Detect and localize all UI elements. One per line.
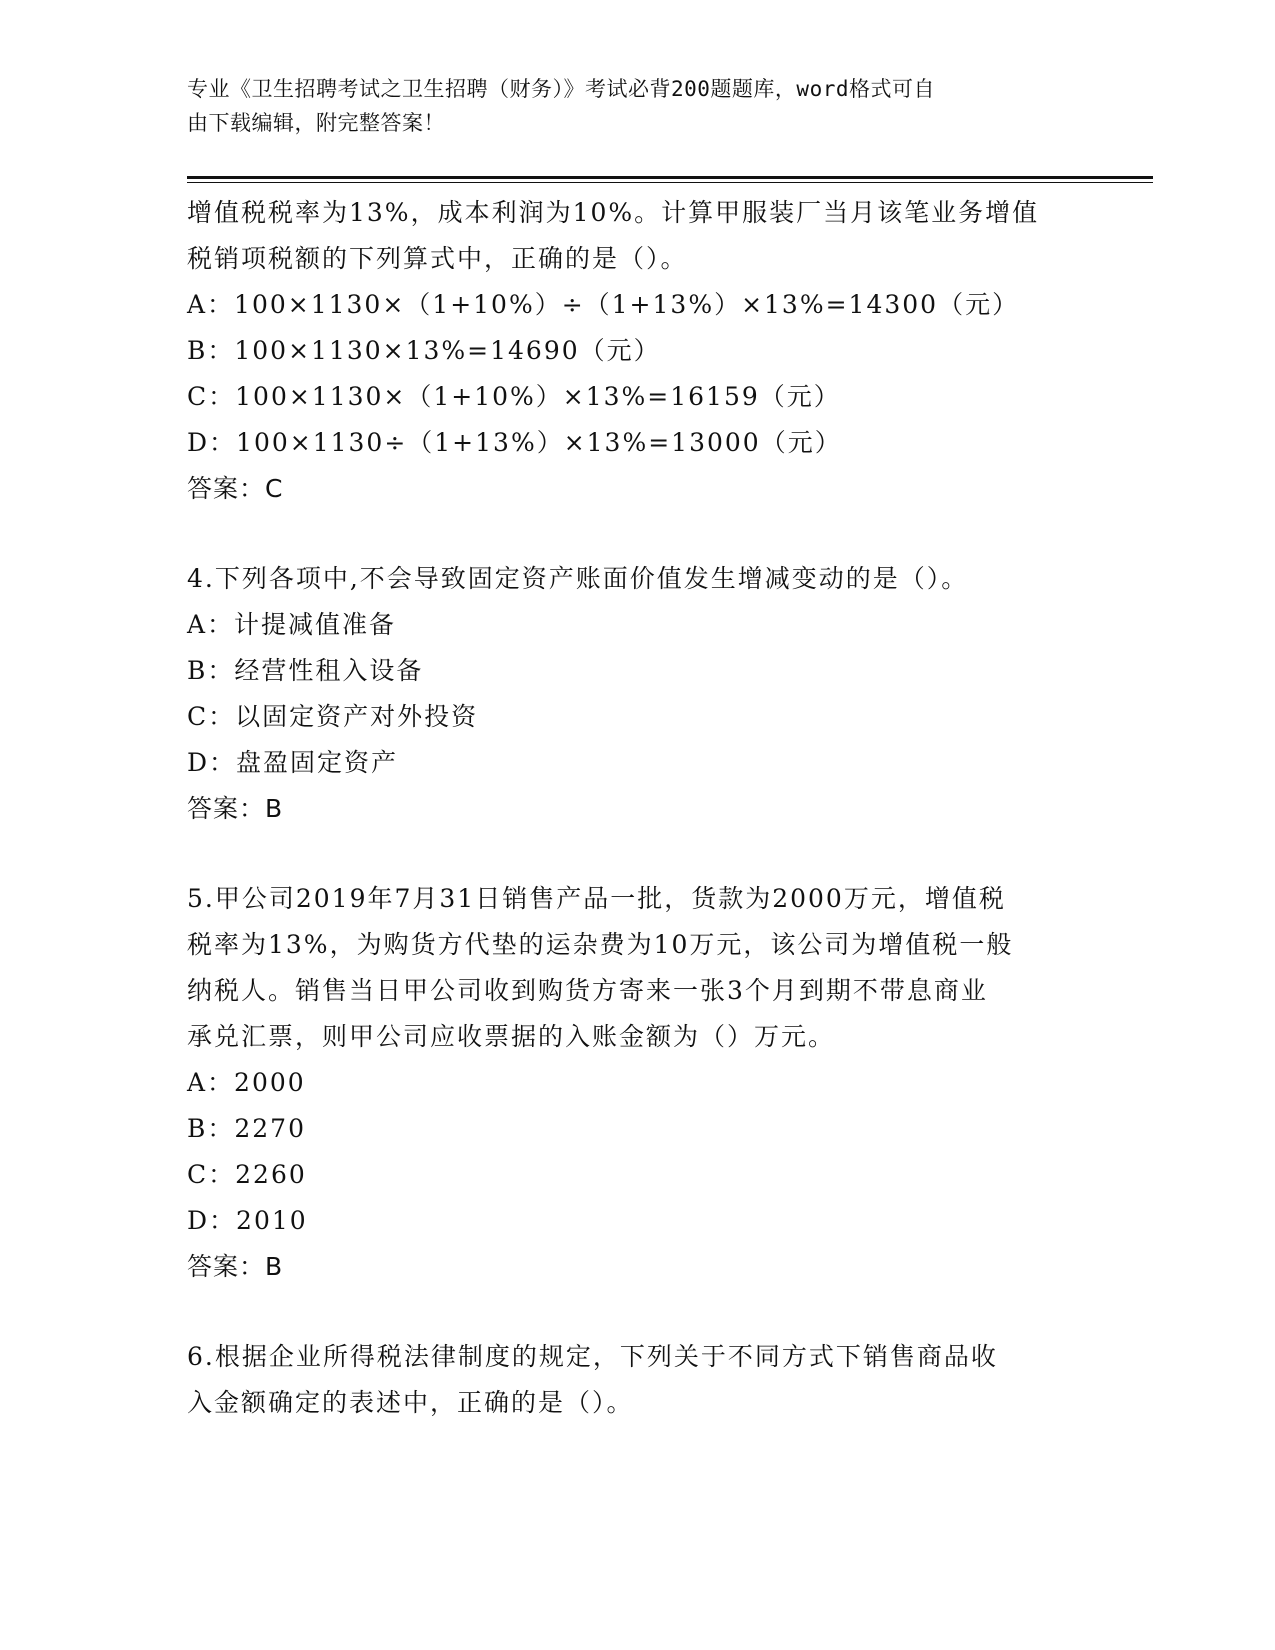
option-c: C：以固定资产对外投资 <box>187 702 479 731</box>
spacer <box>187 1290 1087 1334</box>
question-stem-line: 承兑汇票，则甲公司应收票据的入账金额为（）万元。 <box>187 1022 836 1051</box>
question-4 <box>187 556 1087 832</box>
option-d: D：2010 <box>187 1206 308 1235</box>
question-stem-line: 5.甲公司2019年7月31日销售产品一批，货款为2000万元，增值税 <box>187 884 1006 913</box>
option-d: D：盘盈固定资产 <box>187 748 399 777</box>
question-stem-line: 6.根据企业所得税法律制度的规定，下列关于不同方式下销售商品收 <box>187 1342 998 1371</box>
question-6 <box>187 1334 1087 1426</box>
spacer <box>187 512 1087 556</box>
answer-line: 答案：B <box>187 1252 284 1281</box>
question-stem-line: 税率为13%，为购货方代垫的运杂费为10万元，该公司为增值税一般 <box>187 930 1014 959</box>
question-stem-line: 税销项税额的下列算式中，正确的是（）。 <box>187 244 688 273</box>
option-a: A：2000 <box>187 1068 306 1097</box>
header-divider-thick <box>187 176 1153 179</box>
header-divider-thin <box>187 182 1153 183</box>
question-3-continued <box>187 190 1087 512</box>
option-b: B：经营性租入设备 <box>187 656 424 685</box>
question-stem-line: 纳税人。销售当日甲公司收到购货方寄来一张3个月到期不带息商业 <box>187 976 988 1005</box>
answer-line: 答案：C <box>187 474 284 503</box>
spacer <box>187 832 1087 876</box>
document-body <box>187 190 1087 1426</box>
question-stem-line: 增值税税率为13%，成本利润为10%。计算甲服装厂当月该笔业务增值 <box>187 198 1040 227</box>
option-a: A：计提减值准备 <box>187 610 397 639</box>
option-b: B：100×1130×13%=14690（元） <box>187 336 661 365</box>
document-header <box>187 72 1087 140</box>
option-c: C：2260 <box>187 1160 307 1189</box>
question-stem-line: 入金额确定的表述中，正确的是（）。 <box>187 1388 634 1417</box>
header-title-line-1: 专业《卫生招聘考试之卫生招聘（财务）》考试必背200题题库，word格式可自 <box>187 77 935 101</box>
question-stem-line: 4.下列各项中,不会导致固定资产账面价值发生增减变动的是（）。 <box>187 564 969 593</box>
option-b: B：2270 <box>187 1114 306 1143</box>
option-c: C：100×1130×（1+10%）×13%=16159（元） <box>187 382 841 411</box>
answer-line: 答案：B <box>187 794 284 823</box>
question-5 <box>187 876 1087 1290</box>
header-title-line-2: 由下载编辑，附完整答案！ <box>187 111 445 135</box>
option-a: A：100×1130×（1+10%）÷（1+13%）×13%=14300（元） <box>187 290 1020 319</box>
option-d: D：100×1130÷（1+13%）×13%=13000（元） <box>187 428 842 457</box>
